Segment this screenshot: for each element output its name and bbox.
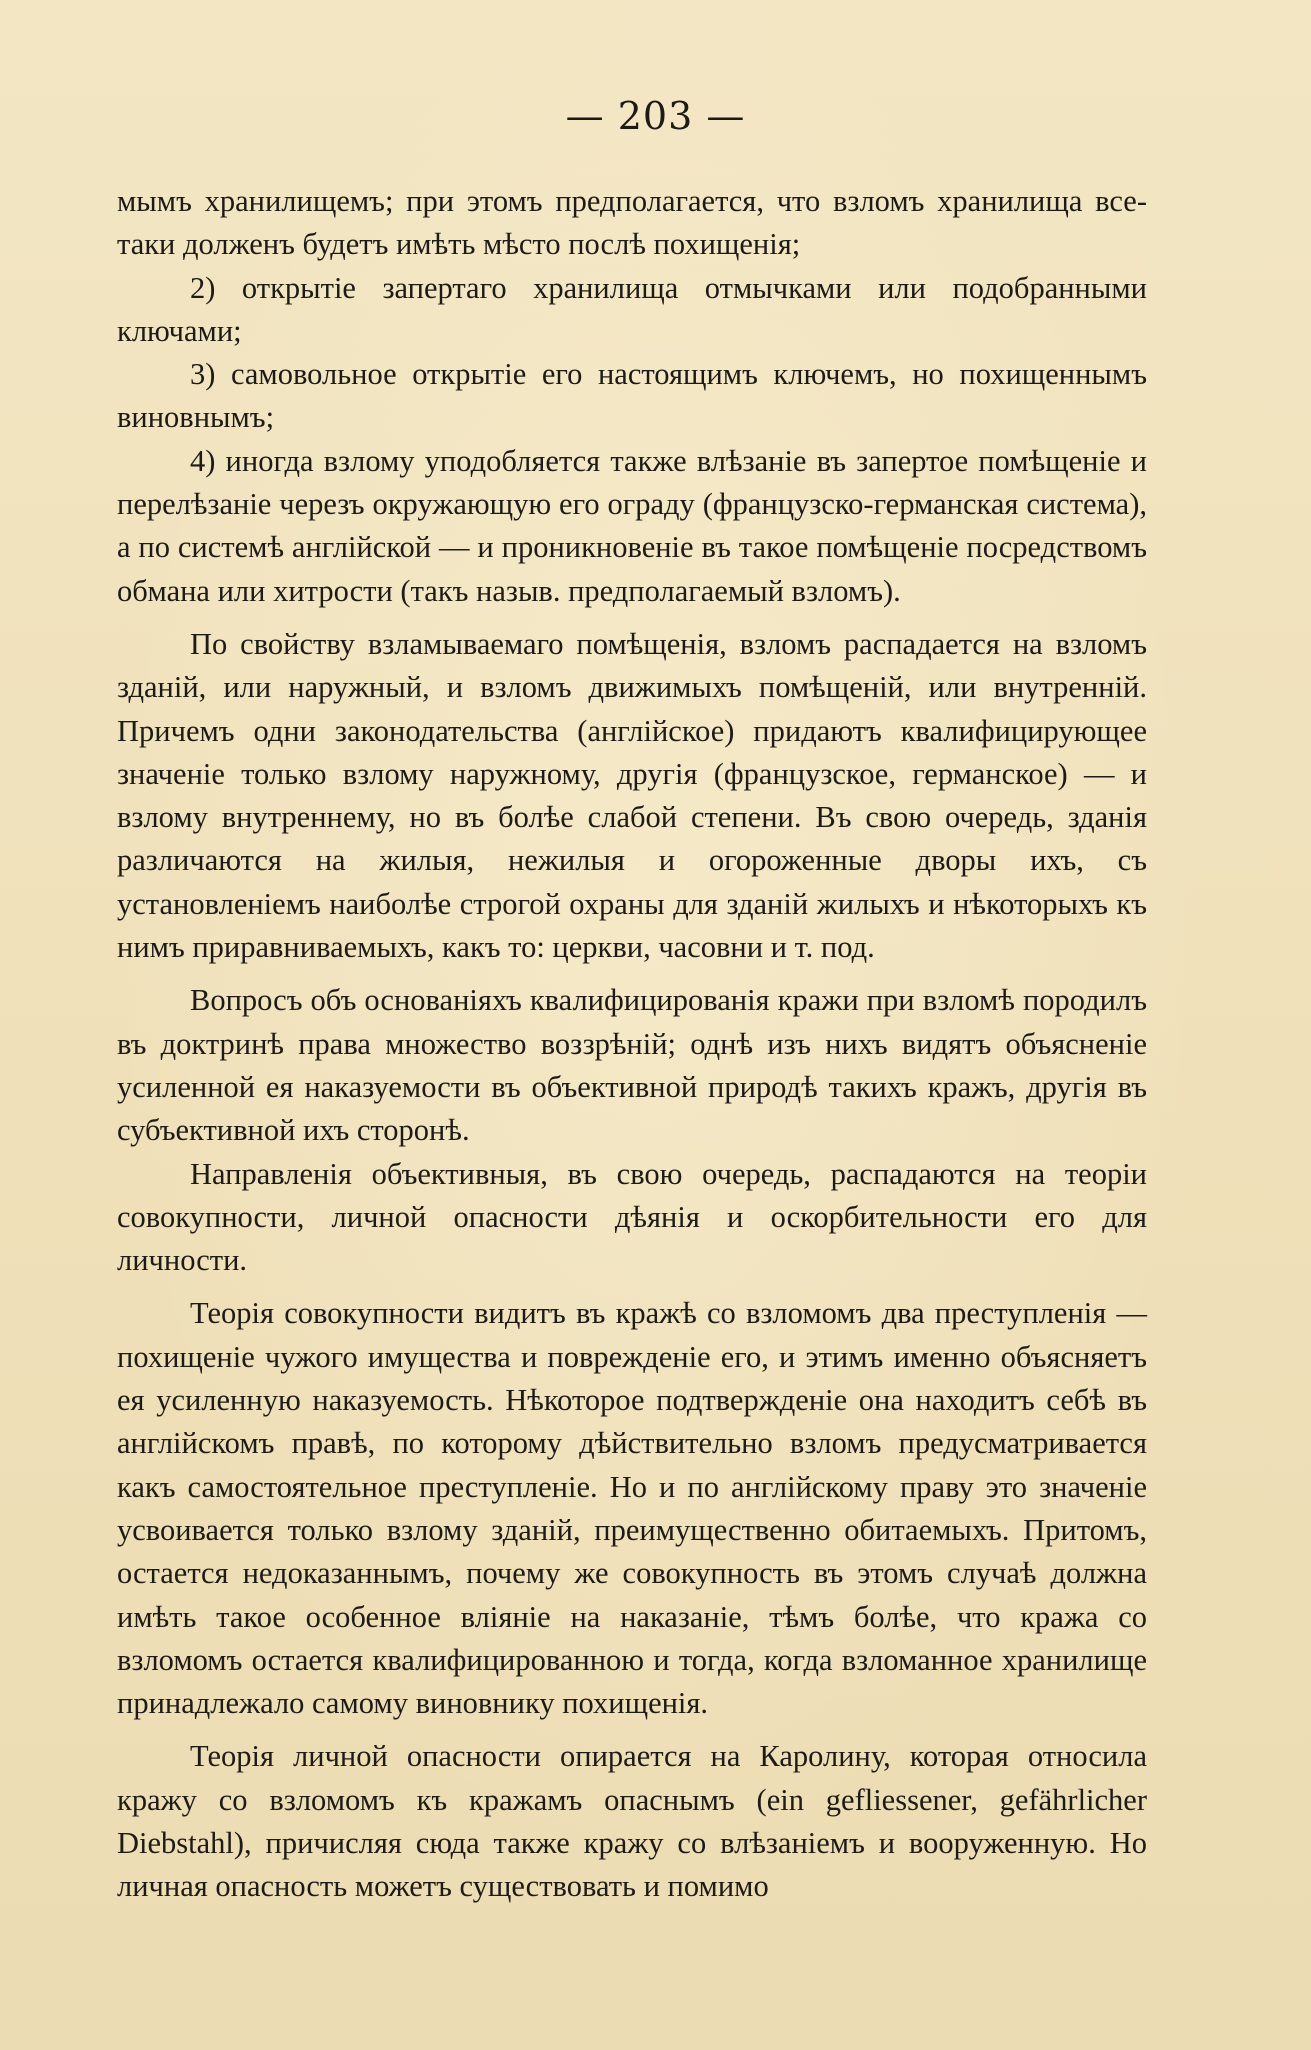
paragraph-continuation: мымъ хранилищемъ; при этомъ предполагается, что взломъ хранилища все-таки долженъ будетъ имѣть мѣсто послѣ похищенія;	[117, 184, 1147, 262]
paragraph-item-3: 3) самовольное открытіе его настоящимъ ключемъ, но похищеннымъ виновнымъ;	[117, 357, 1147, 435]
paragraph-burglary-types: По свойству взламываемаго помѣщенія, взломъ распадается на взломъ зданій, или наружный, и взломъ движимыхъ помѣщеній, или внутренній. Причемъ одни законодательства (англійское) придаютъ квалифицирующее значеніе только взлому наружному, другія (французское, германское) — и взлому внутреннему, но въ болѣе слабой степени. Въ свою очередь, зданія различаются на жилыя, нежилыя и огороженные дворы ихъ, съ установленіемъ наиболѣе строгой охраны для зданій жилыхъ и нѣкоторыхъ къ нимъ приравниваемыхъ, какъ то: церкви, часовни и т. под.	[117, 626, 1147, 965]
paragraph-item-4: 4) иногда взлому уподобляется также влѣзаніе въ запертое помѣщеніе и перелѣзаніе черезъ окружающую его ограду (французско-германская система), а по системѣ англійской — и проникновеніе въ такое помѣщеніе посредствомъ обмана или хитрости (такъ назыв. предполагаемый взломъ).	[117, 443, 1147, 608]
paragraph-theory-personal-danger: Теорія личной опасности опирается на Каролину, которая относила кражу со взломомъ къ кражамъ опаснымъ (ein gefliessener, gefährlicher Diebstahl), причисляя сюда также кражу со влѣзаніемъ и вооруженную. Но личная опасность можетъ существовать и помимо	[117, 1739, 1147, 1904]
text-body	[117, 180, 1147, 1909]
paragraph-objective-directions: Направленія объективныя, въ свою очередь, распадаются на теоріи совокупности, личной опасности дѣянія и оскорбительности его для личности.	[117, 1156, 1147, 1278]
paragraph-item-2: 2) открытіе запертаго хранилища отмычками или подобранными ключами;	[117, 270, 1147, 348]
paragraph-theory-aggregate: Теорія совокупности видитъ въ кражѣ со взломомъ два преступленія — похищеніе чужого имущества и поврежденіе его, и этимъ именно объясняетъ ея усиленную наказуемость. Нѣкоторое подтвержденіе она находитъ себѣ въ англійскомъ правѣ, по которому дѣйствительно взломъ предусматривается какъ самостоятельное преступленіе. Но и по англійскому праву это значеніе усвоивается только взлому зданій, преимущественно обитаемыхъ. Притомъ, остается недоказаннымъ, почему же совокупность въ этомъ случаѣ должна имѣть такое особенное вліяніе на наказаніе, тѣмъ болѣе, что кража со взломомъ остается квалифицированною и тогда, когда взломанное хранилище принадлежало самому виновнику похищенія.	[117, 1296, 1147, 1721]
page-number: — 203 —	[565, 94, 746, 138]
paragraph-doctrine-question: Вопросъ объ основаніяхъ квалифицированія кражи при взломѣ породилъ въ доктринѣ права множество воззрѣній; однѣ изъ нихъ видятъ объясненіе усиленной ея наказуемости въ объективной природѣ такихъ кражъ, другія въ субъективной ихъ сторонѣ.	[117, 983, 1147, 1148]
